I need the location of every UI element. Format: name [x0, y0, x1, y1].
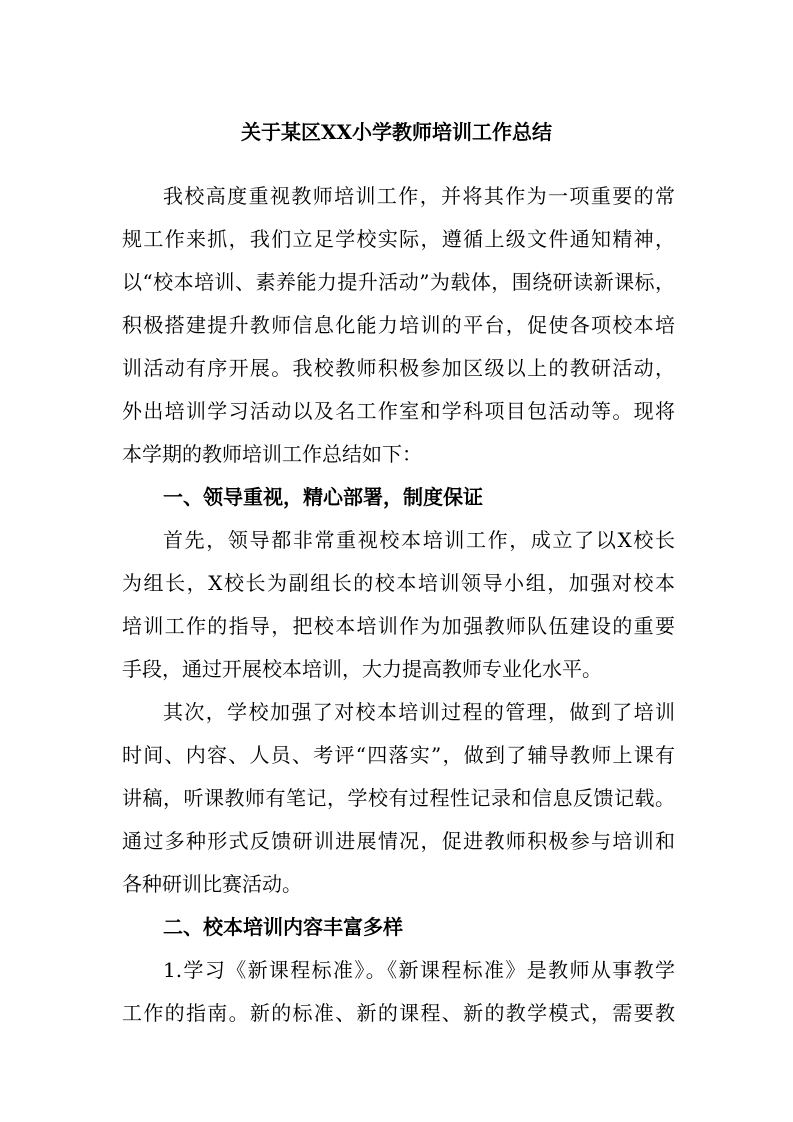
paragraph-line: 讲稿，听课教师有笔记，学校有过程性记录和信息反馈记载。: [122, 786, 675, 810]
paragraph-line: 通过多种形式反馈研训进展情况，促进教师积极参与培训和: [122, 829, 675, 853]
paragraph-line: 1.学习《新课程标准》。《新课程标准》是教师从事教学: [163, 958, 675, 982]
intro-line: 积极搭建提升教师信息化能力培训的平台，促使各项校本培: [122, 313, 675, 337]
paragraph-line: 首先，领导都非常重视校本培训工作，成立了以X校长: [163, 528, 675, 552]
paragraph-line: 各种研训比赛活动。: [122, 872, 302, 896]
document-title: 关于某区XX小学教师培训工作总结: [240, 120, 553, 144]
intro-line: 训活动有序开展。我校教师积极参加区级以上的教研活动，: [122, 356, 675, 380]
intro-line: 以“校本培训、素养能力提升活动”为载体，围绕研读新课标，: [122, 270, 675, 294]
section-heading: 一、领导重视，精心部署，制度保证: [163, 485, 483, 509]
paragraph-line: 培训工作的指导，把校本培训作为加强教师队伍建设的重要: [122, 614, 675, 638]
intro-line: 规工作来抓，我们立足学校实际，遵循上级文件通知精神，: [122, 227, 675, 251]
intro-line: 外出培训学习活动以及名工作室和学科项目包活动等。现将: [122, 399, 675, 423]
paragraph-line: 工作的指南。新的标准、新的课程、新的教学模式，需要教: [122, 1001, 675, 1025]
paragraph-line: 时间、内容、人员、考评“四落实”，做到了辅导教师上课有: [122, 743, 675, 767]
paragraph-line: 为组长，X校长为副组长的校本培训领导小组，加强对校本: [122, 571, 675, 595]
intro-line: 本学期的教师培训工作总结如下：: [122, 442, 422, 466]
section-heading: 二、校本培训内容丰富多样: [163, 915, 403, 939]
paragraph-line: 手段，通过开展校本培训，大力提高教师专业化水平。: [122, 657, 602, 681]
paragraph-line: 其次，学校加强了对校本培训过程的管理，做到了培训: [163, 700, 675, 724]
intro-line: 我校高度重视教师培训工作，并将其作为一项重要的常: [163, 184, 675, 208]
